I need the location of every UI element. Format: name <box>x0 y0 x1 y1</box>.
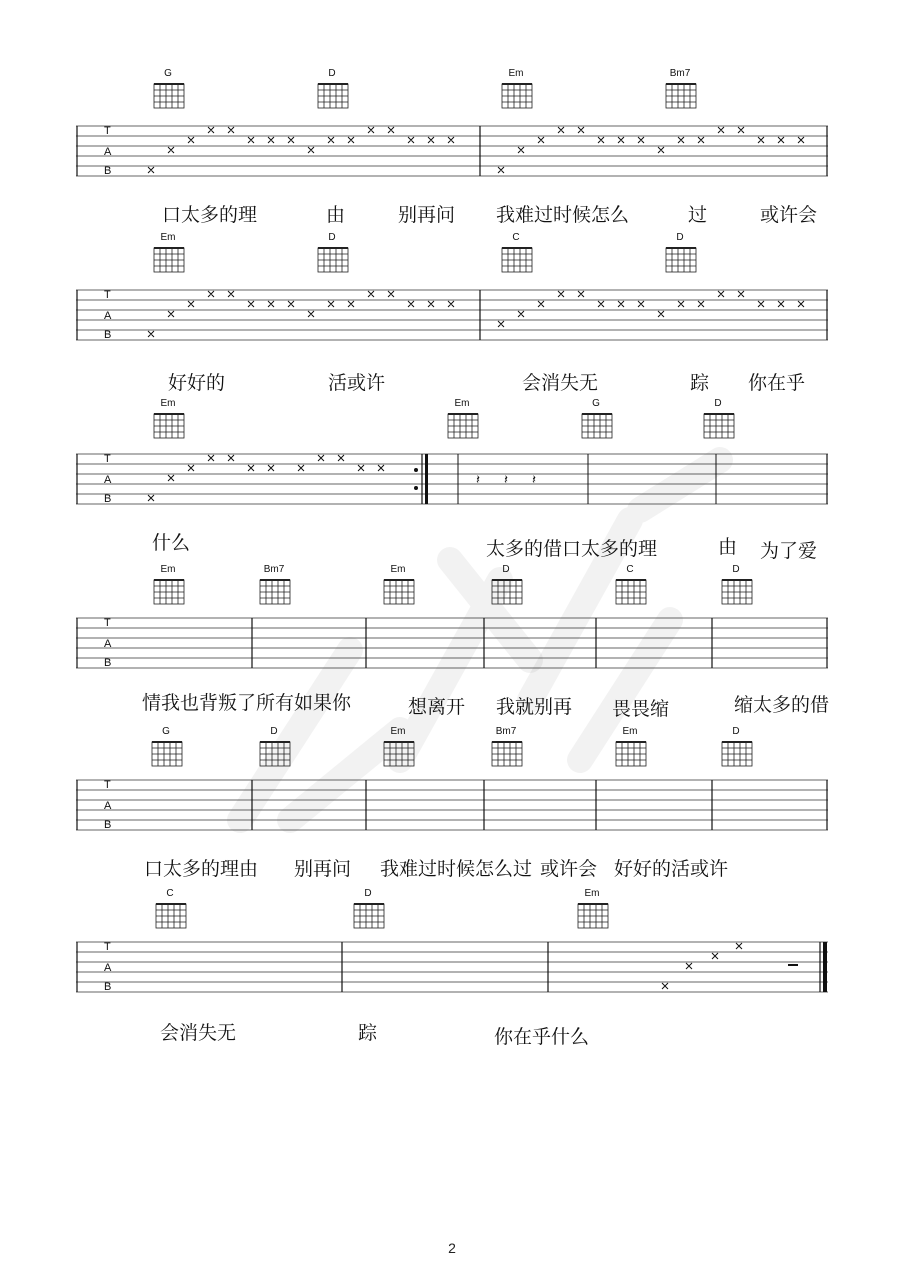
chord-diagram <box>378 564 418 608</box>
lyric-line: 缩太多的借 <box>734 694 830 716</box>
svg-text:A: A <box>104 146 112 158</box>
chord-grid <box>151 738 183 768</box>
chord-name: G <box>162 726 170 737</box>
chord-name: Bm7 <box>669 68 691 79</box>
chord-grid <box>153 576 185 606</box>
svg-text:B: B <box>104 493 112 505</box>
chord-name: D <box>732 564 740 575</box>
chord-diagram <box>378 726 418 770</box>
chord-name: Em <box>160 398 176 409</box>
chord-diagram <box>254 726 294 770</box>
lyric-line: 踪 <box>690 372 710 394</box>
chord-diagram <box>486 726 526 770</box>
lyric-line: 活或许 <box>328 372 386 394</box>
lyric-line: 由 <box>718 536 738 558</box>
chord-diagram <box>572 888 612 932</box>
chord-diagram <box>716 726 756 770</box>
svg-text:B: B <box>104 819 112 831</box>
chord-name: Em <box>390 564 406 575</box>
chord-grid <box>581 410 613 440</box>
chord-grid <box>577 900 609 930</box>
chord-name: Em <box>584 888 600 899</box>
chord-grid <box>501 244 533 274</box>
chord-grid <box>153 80 185 110</box>
chord-grid <box>721 738 753 768</box>
chord-name: D <box>270 726 278 737</box>
chord-grid <box>665 80 697 110</box>
lyric-line: 会消失无 <box>522 372 599 394</box>
chord-diagram <box>312 232 352 276</box>
lyric-line: 为了爱 <box>760 540 818 562</box>
lyric-line: 踪 <box>358 1022 378 1044</box>
svg-text:B: B <box>104 329 112 341</box>
chord-name: D <box>676 232 684 243</box>
chord-diagram <box>610 564 650 608</box>
lyric-line: 什么 <box>152 532 191 554</box>
chord-diagram <box>576 398 616 442</box>
lyric-line: 想离开 <box>408 696 466 718</box>
lyric-line: 会消失无 <box>160 1022 237 1044</box>
chord-diagram <box>312 68 352 112</box>
chord-diagram <box>610 726 650 770</box>
svg-text:B: B <box>104 981 112 993</box>
chord-name: G <box>164 68 172 79</box>
chord-grid <box>447 410 479 440</box>
chord-grid <box>317 80 349 110</box>
chord-grid <box>491 738 523 768</box>
chord-diagram <box>716 564 756 608</box>
chord-grid <box>353 900 385 930</box>
lyric-line: 我就别再 <box>496 696 573 718</box>
chord-name: Em <box>390 726 406 737</box>
chord-name: Em <box>508 68 524 79</box>
svg-text:T: T <box>104 453 111 465</box>
chord-diagram <box>660 232 700 276</box>
chord-grid <box>501 80 533 110</box>
svg-text:T: T <box>104 617 111 629</box>
svg-text:A: A <box>104 800 112 812</box>
lyric-line: 口太多的理 <box>162 204 258 226</box>
svg-text:A: A <box>104 310 112 322</box>
chord-grid <box>317 244 349 274</box>
chord-grid <box>615 576 647 606</box>
chord-diagram <box>698 398 738 442</box>
svg-text:T: T <box>104 779 111 791</box>
chord-diagram <box>150 888 190 932</box>
chord-grid <box>259 738 291 768</box>
chord-diagram <box>146 726 186 770</box>
svg-text:𝄽: 𝄽 <box>476 473 480 488</box>
chord-name: D <box>328 232 336 243</box>
chord-diagram <box>442 398 482 442</box>
svg-text:T: T <box>104 125 111 137</box>
svg-text:A: A <box>104 962 112 974</box>
page-number: 2 <box>448 1240 456 1256</box>
chord-grid <box>259 576 291 606</box>
lyric-line: 别再问 <box>398 204 456 226</box>
lyric-line: 情我也背叛了所有如果你 <box>142 692 352 714</box>
chord-name: Bm7 <box>495 726 517 737</box>
chord-name: Em <box>454 398 470 409</box>
lyric-line: 好好的 <box>168 372 226 394</box>
lyric-line: 畏畏缩 <box>612 698 670 720</box>
svg-text:T: T <box>104 289 111 301</box>
svg-text:A: A <box>104 638 112 650</box>
svg-text:T: T <box>104 941 111 953</box>
svg-text:B: B <box>104 657 112 669</box>
lyric-line: 或许会 <box>760 204 818 226</box>
chord-diagram <box>348 888 388 932</box>
lyric-line: 或许会 <box>540 858 598 880</box>
tab-staff <box>76 614 828 674</box>
chord-name: Bm7 <box>263 564 285 575</box>
chord-name: D <box>328 68 336 79</box>
chord-name: D <box>364 888 372 899</box>
chord-diagram <box>486 564 526 608</box>
chord-grid <box>153 410 185 440</box>
chord-grid <box>615 738 647 768</box>
chord-grid <box>665 244 697 274</box>
svg-text:𝄽: 𝄽 <box>532 473 536 488</box>
chord-grid <box>153 244 185 274</box>
tab-staff <box>76 938 828 998</box>
chord-diagram <box>496 232 536 276</box>
chord-name: D <box>502 564 510 575</box>
tab-staff <box>76 286 828 346</box>
chord-grid <box>491 576 523 606</box>
chord-name: D <box>714 398 722 409</box>
tab-staff <box>76 776 828 836</box>
tab-staff <box>76 450 828 510</box>
svg-text:A: A <box>104 474 112 486</box>
chord-diagram <box>148 232 188 276</box>
chord-diagram <box>148 398 188 442</box>
chord-name: C <box>626 564 634 575</box>
chord-name: D <box>732 726 740 737</box>
chord-name: Em <box>160 564 176 575</box>
chord-grid <box>721 576 753 606</box>
chord-grid <box>155 900 187 930</box>
svg-text:𝄽: 𝄽 <box>504 473 508 488</box>
chord-diagram <box>254 564 294 608</box>
chord-grid <box>383 738 415 768</box>
tab-staff <box>76 122 828 182</box>
chord-diagram <box>148 564 188 608</box>
lyric-line: 我难过时候怎么 <box>496 204 630 226</box>
lyric-line: 由 <box>326 204 346 226</box>
chord-grid <box>383 576 415 606</box>
lyric-line: 好好的活或许 <box>614 858 729 880</box>
lyric-line: 口太多的理由 <box>144 858 259 880</box>
lyric-line: 你在乎 <box>748 372 806 394</box>
chord-name: Em <box>160 232 176 243</box>
lyric-line: 你在乎什么 <box>494 1026 590 1048</box>
chord-grid <box>703 410 735 440</box>
chord-name: C <box>166 888 174 899</box>
lyric-line: 太多的借口太多的理 <box>486 538 658 560</box>
lyric-line: 过 <box>688 204 708 226</box>
chord-name: Em <box>622 726 638 737</box>
lyric-line: 我难过时候怎么过 <box>380 858 533 880</box>
svg-text:B: B <box>104 165 112 177</box>
chord-name: C <box>512 232 520 243</box>
chord-diagram <box>148 68 188 112</box>
chord-diagram <box>660 68 700 112</box>
chord-name: G <box>592 398 600 409</box>
chord-diagram <box>496 68 536 112</box>
lyric-line: 别再问 <box>294 858 352 880</box>
